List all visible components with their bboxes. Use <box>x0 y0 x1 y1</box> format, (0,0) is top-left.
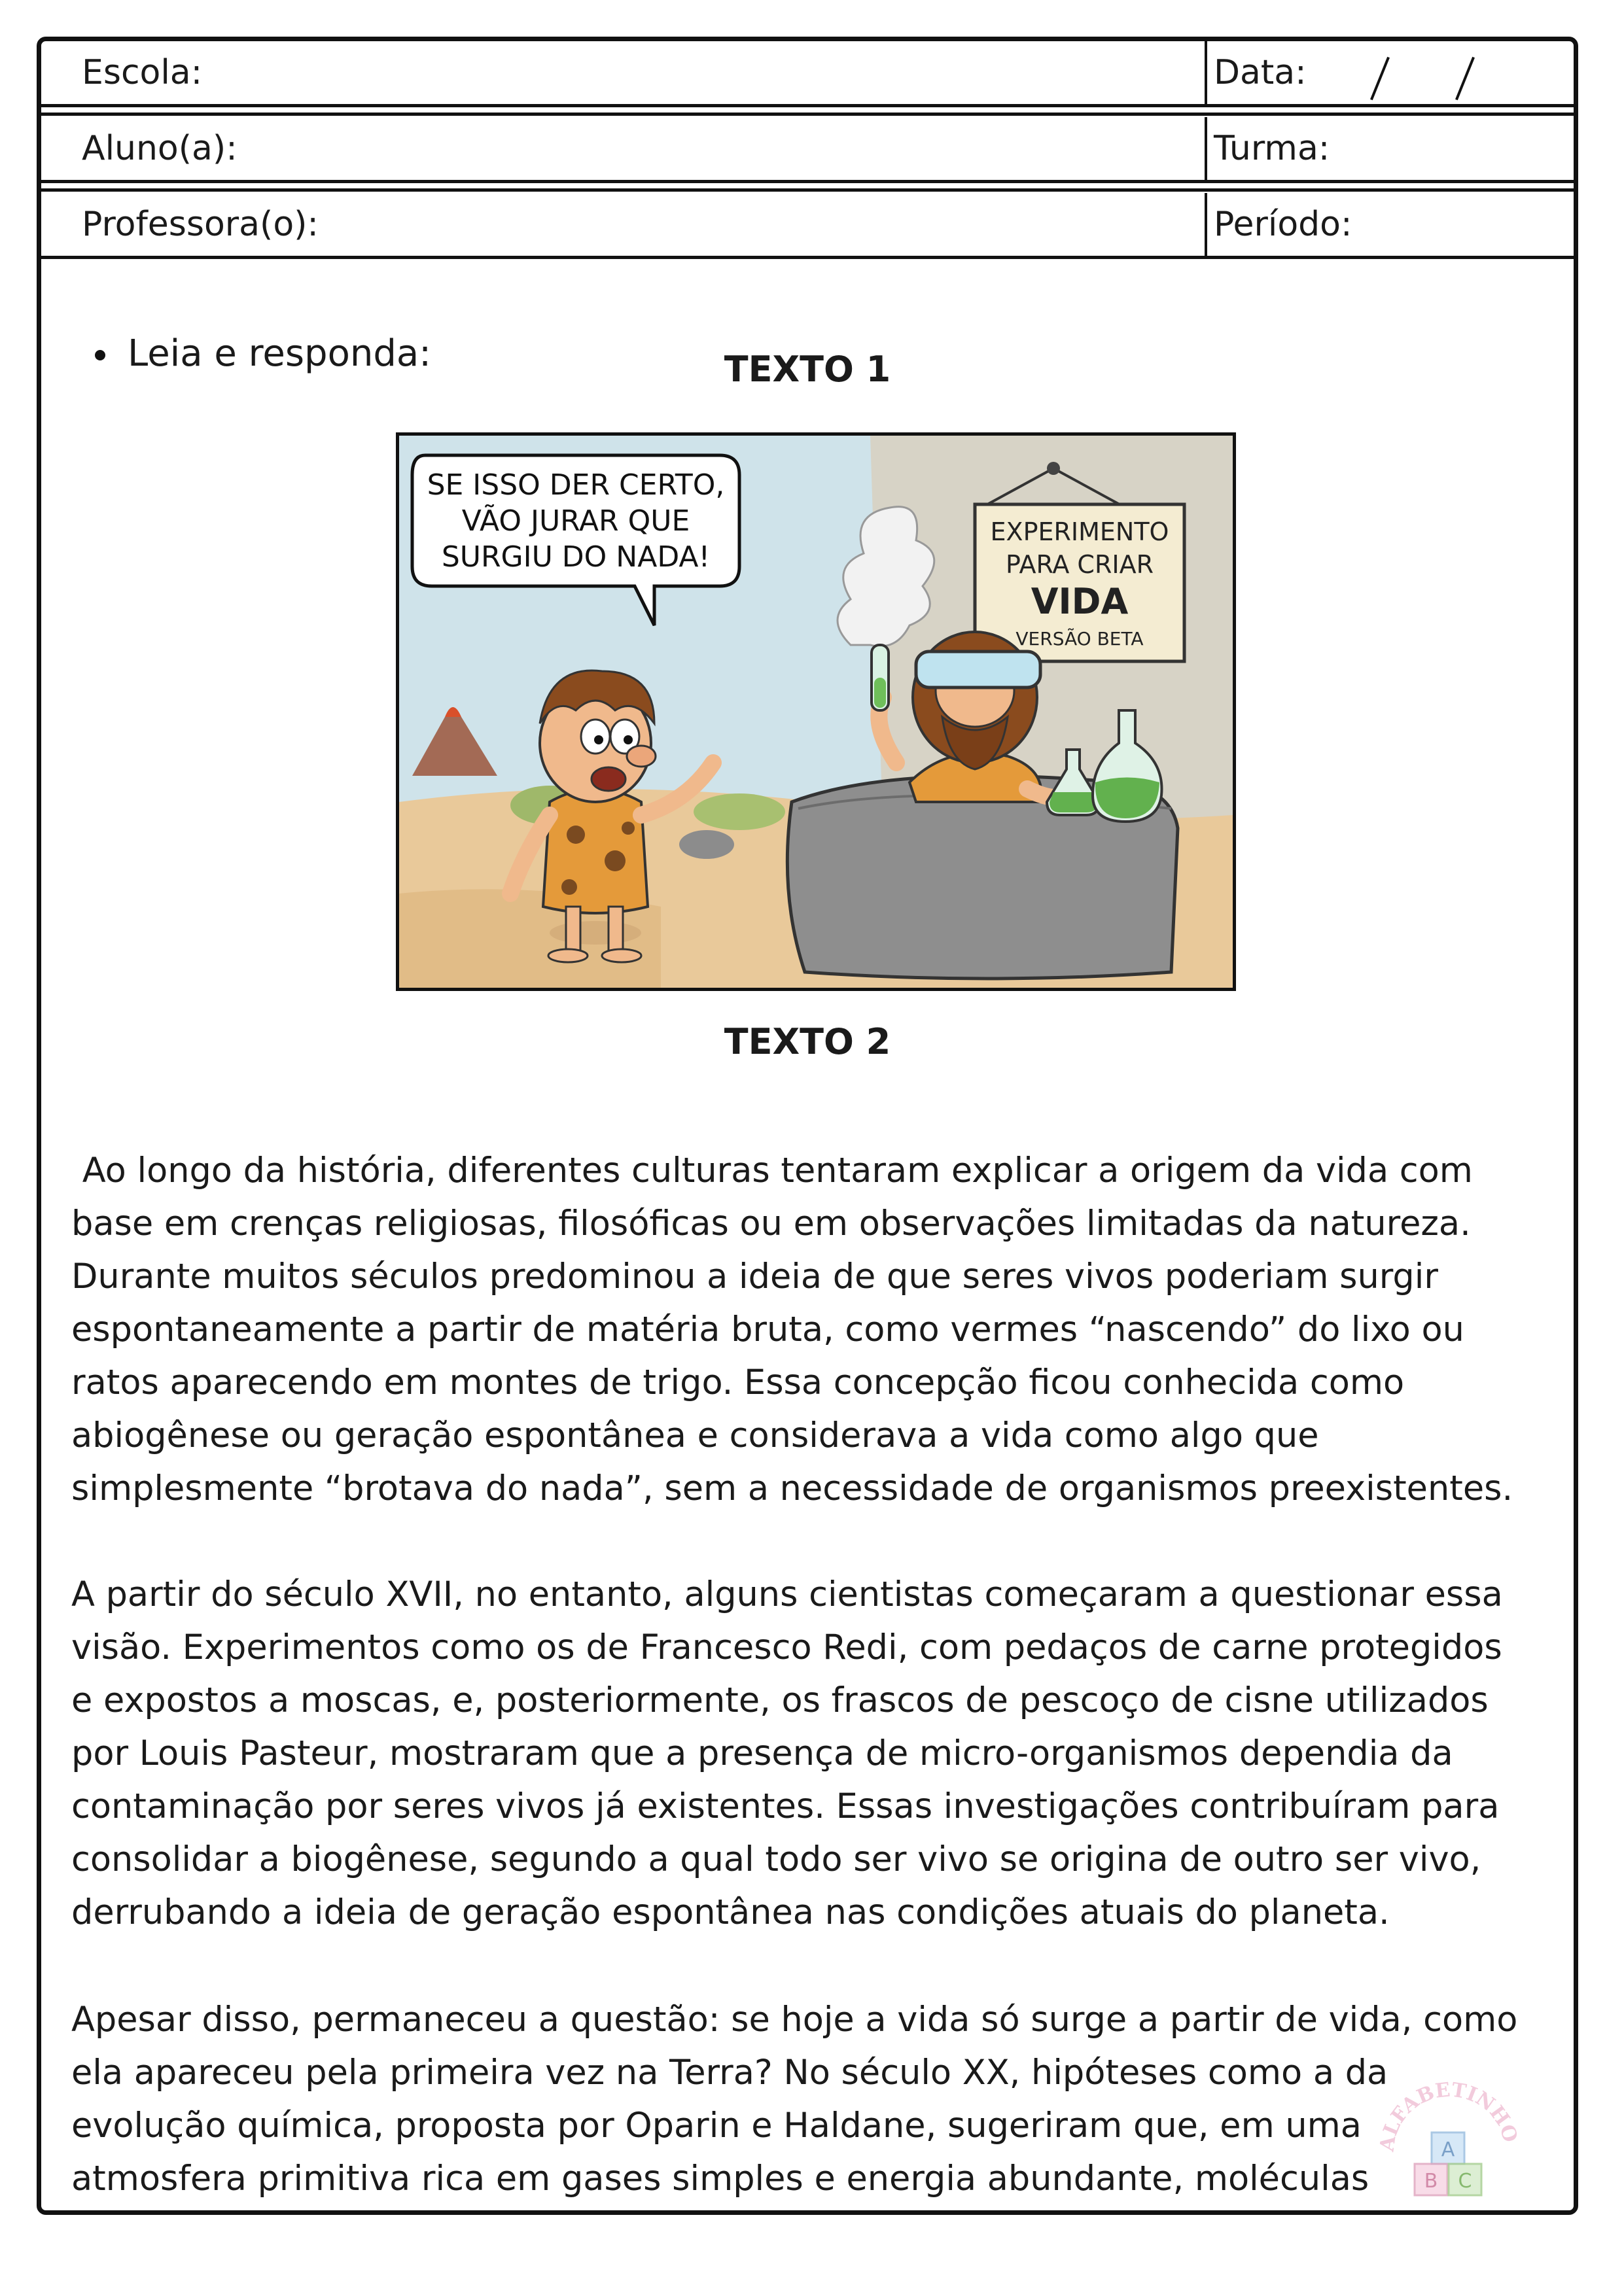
text2-paragraph-2 <box>71 1568 1544 1939</box>
paragraph-line: contaminação por seres vivos já existentes. Essas investigações contribuíram para <box>71 1786 1500 1826</box>
logo-text: ALFABETINHO <box>1375 2078 1522 2153</box>
paragraph-line: Durante muitos séculos predominou a ideia de que seres vivos poderiam surgir <box>71 1257 1438 1296</box>
worksheet-frame <box>37 37 1578 2215</box>
period-cell[interactable] <box>1205 193 1352 256</box>
logo-block-letter: A <box>1441 2138 1455 2161</box>
paragraph-line: Ao longo da história, diferentes culturas tentaram explicar a origem da vida com <box>71 1151 1473 1191</box>
text2-paragraph-1 <box>71 1144 1544 1515</box>
paragraph-line: ela apareceu pela primeira vez na Terra? No século XX, hipóteses como a da <box>71 2053 1388 2093</box>
bubble-line-1: SE ISSO DER CERTO, <box>427 468 725 502</box>
paragraph-line: simplesmente “brotava do nada”, sem a necessidade de organismos preexistentes. <box>71 1469 1513 1508</box>
school-label: Escola: <box>82 53 203 92</box>
paragraph-line: base em crenças religiosas, filosóficas ou em observações limitadas da natureza. <box>71 1204 1471 1244</box>
sign-line-4: VERSÃO BETA <box>1015 628 1144 650</box>
header-divider <box>41 104 1574 116</box>
student-label: Aluno(a): <box>82 129 238 168</box>
text1-title: TEXTO 1 <box>724 349 891 390</box>
date-label: Data: <box>1214 53 1307 92</box>
teacher-label: Professora(o): <box>82 205 319 244</box>
paragraph-line: e expostos a moscas, e, posteriormente, os frascos de pescoço de cisne utilizados <box>71 1680 1489 1720</box>
bubble-line-2: VÃO JURAR QUE <box>461 504 690 538</box>
logo-block-letter: B <box>1424 2170 1438 2193</box>
instruction-text: Leia e responda: <box>128 332 432 375</box>
header-divider <box>41 180 1574 192</box>
sign-line-1: EXPERIMENTO <box>990 517 1169 546</box>
paragraph-line: atmosfera primitiva rica em gases simples e energia abundante, moléculas <box>71 2159 1369 2199</box>
text2-title: TEXTO 2 <box>724 1021 891 1062</box>
header-bottom-line <box>41 256 1574 259</box>
paragraph-line: A partir do século XVII, no entanto, alguns cientistas começaram a questionar essa <box>71 1574 1503 1614</box>
alfabetinho-logo <box>1374 2061 1525 2204</box>
class-label: Turma: <box>1214 129 1330 168</box>
paragraph-line: abiogênese ou geração espontânea e considerava a vida como algo que <box>71 1416 1319 1455</box>
class-cell[interactable] <box>1205 117 1330 180</box>
header-row-teacher <box>41 193 1574 256</box>
header-row-school <box>41 41 1574 104</box>
header-row-student <box>41 117 1574 180</box>
paragraph-line: por Louis Pasteur, mostraram que a presença de micro-organismos dependia da <box>71 1733 1453 1773</box>
paragraph-line: espontaneamente a partir de matéria bruta, como vermes “nascendo” do lixo ou <box>71 1310 1464 1349</box>
bubble-line-3: SURGIU DO NADA! <box>441 540 711 574</box>
paragraph-line: consolidar a biogênese, segundo a qual todo ser vivo se origina de outro ser vivo, <box>71 1839 1481 1879</box>
sign-line-3: VIDA <box>1031 581 1129 622</box>
paragraph-line: derrubando a ideia de geração espontânea nas condições atuais do planeta. <box>71 1892 1390 1932</box>
paragraph-line: ratos aparecendo em montes de trigo. Essa concepção ficou conhecida como <box>71 1363 1405 1402</box>
comic-illustration <box>396 432 1236 991</box>
sign-line-2: PARA CRIAR <box>1006 550 1154 579</box>
logo-block-letter: C <box>1458 2170 1472 2193</box>
date-cell[interactable] <box>1205 41 1307 104</box>
paragraph-line: visão. Experimentos como os de Francesco Redi, com pedaços de carne protegidos <box>71 1627 1502 1667</box>
paragraph-line: Apesar disso, permaneceu a questão: se hoje a vida só surge a partir de vida, como <box>71 2000 1518 2040</box>
period-label: Período: <box>1214 205 1352 244</box>
paragraph-line: evolução química, proposta por Oparin e Haldane, sugeriram que, em uma <box>71 2106 1362 2146</box>
text2-paragraph-3 <box>71 1993 1544 2205</box>
